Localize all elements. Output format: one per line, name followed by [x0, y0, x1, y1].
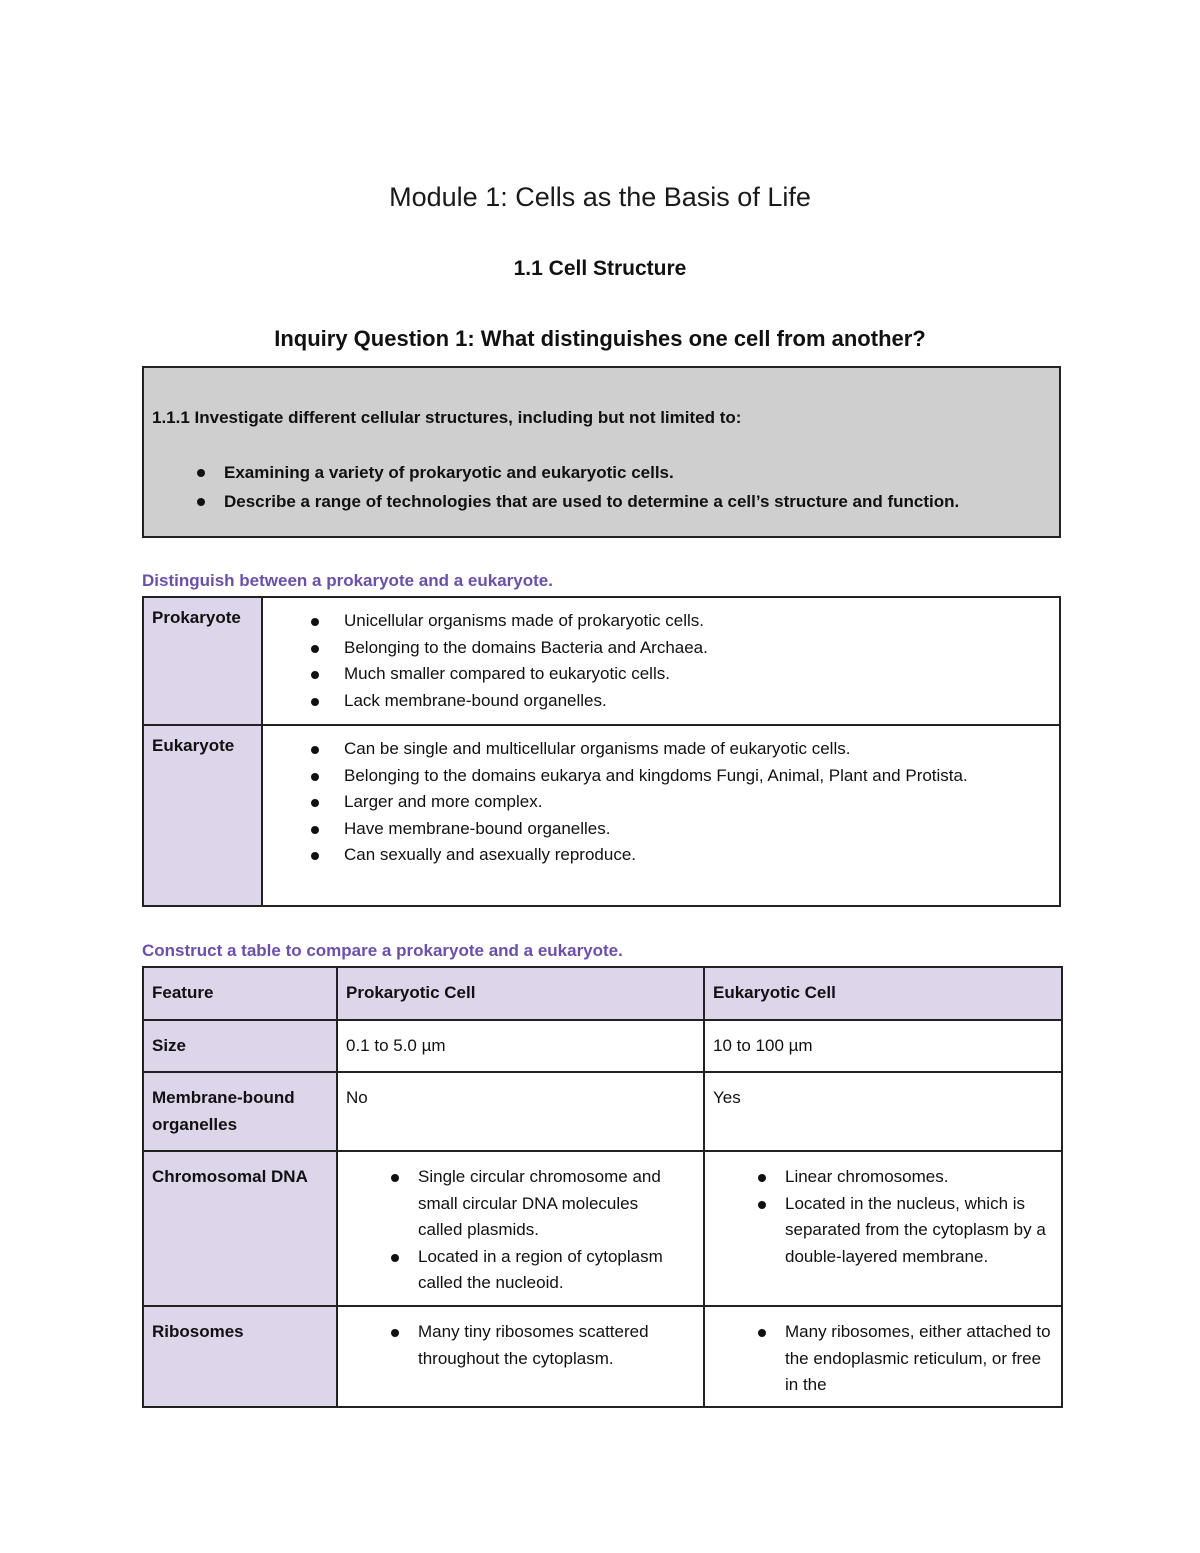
list-item: Larger and more complex.: [263, 789, 999, 816]
bullet-list: [263, 736, 1059, 869]
compare-heading: Construct a table to compare a prokaryote and a eukaryote.: [142, 941, 623, 960]
table-row: [143, 597, 1060, 725]
bullet-list: [713, 1164, 1053, 1270]
table-header-row: [143, 967, 1062, 1020]
syllabus-list: [152, 458, 1059, 516]
bullet-list: [263, 608, 1059, 714]
table-row: [143, 1151, 1062, 1306]
inquiry-question: Inquiry Question 1: What distinguishes one cell from another?: [274, 326, 926, 351]
list-item: Can be single and multicellular organisms made of eukaryotic cells.: [263, 736, 999, 763]
prokaryote-eukaryote-table: [142, 596, 1061, 907]
list-item: Belonging to the domains eukarya and kingdoms Fungi, Animal, Plant and Protista.: [263, 763, 999, 790]
feature-cell: Ribosomes: [143, 1306, 337, 1407]
column-header: Feature: [143, 967, 337, 1020]
comparison-table: [142, 966, 1063, 1408]
page-title: Module 1: Cells as the Basis of Life: [389, 182, 811, 212]
distinguish-heading: Distinguish between a prokaryote and a eukaryote.: [142, 571, 553, 590]
list-item: Have membrane-bound organelles.: [263, 816, 999, 843]
row-content: [262, 597, 1060, 725]
list-item: Can sexually and asexually reproduce.: [263, 842, 999, 869]
eukaryotic-cell: [704, 1151, 1062, 1306]
row-label-prokaryote: Prokaryote: [143, 597, 262, 725]
table-row: [143, 1072, 1062, 1151]
eukaryotic-cell: [704, 1306, 1062, 1407]
row-content: [262, 725, 1060, 906]
row-label-eukaryote: Eukaryote: [143, 725, 262, 906]
syllabus-point: Examining a variety of prokaryotic and eukaryotic cells.: [152, 458, 1059, 487]
eukaryotic-cell: 10 to 100 µm: [704, 1020, 1062, 1073]
list-item: Lack membrane-bound organelles.: [263, 688, 1059, 715]
list-item: Linear chromosomes.: [713, 1164, 1053, 1191]
feature-cell: Size: [143, 1020, 337, 1073]
bullet-list: [346, 1319, 695, 1372]
list-item: Much smaller compared to eukaryotic cells.: [263, 661, 1059, 688]
syllabus-heading: 1.1.1 Investigate different cellular structures, including but not limited to:: [152, 408, 742, 427]
table-row: [143, 725, 1060, 906]
prokaryotic-cell: [337, 1151, 704, 1306]
bullet-list: [713, 1319, 1053, 1399]
table-row: [143, 1020, 1062, 1073]
column-header: Eukaryotic Cell: [704, 967, 1062, 1020]
eukaryotic-cell: Yes: [704, 1072, 1062, 1151]
feature-cell: Membrane-bound organelles: [143, 1072, 337, 1151]
prokaryotic-cell: 0.1 to 5.0 µm: [337, 1020, 704, 1073]
section-heading: 1.1 Cell Structure: [513, 257, 687, 280]
table-row: [143, 1306, 1062, 1407]
feature-cell: Chromosomal DNA: [143, 1151, 337, 1306]
list-item: Located in the nucleus, which is separated from the cytoplasm by a double-layered membrane.: [713, 1191, 1053, 1271]
list-item: Many ribosomes, either attached to the endoplasmic reticulum, or free in the: [713, 1319, 1053, 1399]
column-header: Prokaryotic Cell: [337, 967, 704, 1020]
list-item: Belonging to the domains Bacteria and Archaea.: [263, 635, 1059, 662]
syllabus-box: [142, 366, 1061, 538]
prokaryotic-cell: [337, 1306, 704, 1407]
list-item: Located in a region of cytoplasm called the nucleoid.: [346, 1244, 689, 1297]
syllabus-point: Describe a range of technologies that are used to determine a cell’s structure and function.: [152, 487, 1059, 516]
prokaryotic-cell: No: [337, 1072, 704, 1151]
list-item: Many tiny ribosomes scattered throughout the cytoplasm.: [346, 1319, 695, 1372]
list-item: Unicellular organisms made of prokaryotic cells.: [263, 608, 1059, 635]
bullet-list: [346, 1164, 695, 1297]
list-item: Single circular chromosome and small circular DNA molecules called plasmids.: [346, 1164, 689, 1244]
